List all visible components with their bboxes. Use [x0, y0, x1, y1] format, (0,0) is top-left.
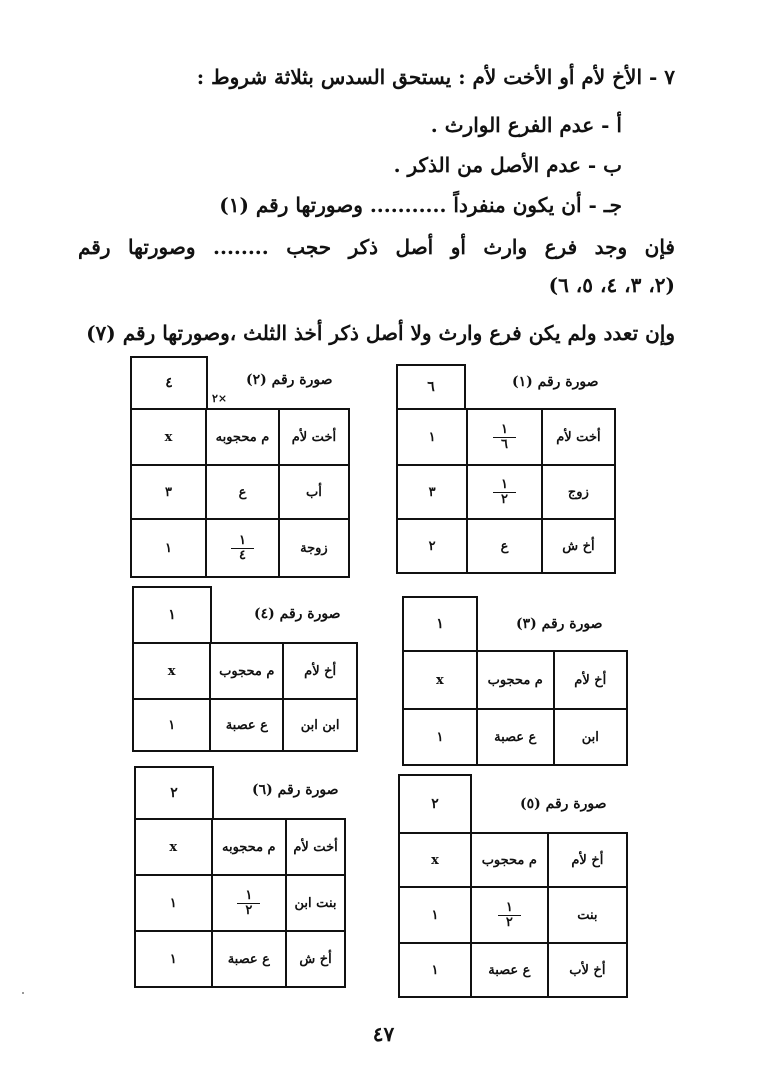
count-cell: x	[133, 643, 210, 699]
heir-cell: زوج	[542, 465, 615, 519]
figure-caption: صورة رقم (٣)	[516, 616, 603, 632]
count-cell: x	[135, 819, 212, 875]
count-cell: ٣	[397, 465, 467, 519]
share-cell	[471, 887, 548, 943]
share-cell: ع	[467, 519, 542, 573]
figure-total: ٢	[398, 774, 472, 834]
share-cell: ع	[206, 465, 279, 519]
count-cell: ١	[397, 409, 467, 465]
fraction: $\frac{١}{٢}$	[498, 901, 521, 930]
heir-cell: أخت لأم	[542, 409, 615, 465]
figure-total: ١	[402, 596, 478, 652]
count-cell: x	[399, 833, 471, 887]
table-row	[135, 931, 345, 987]
table-row	[403, 651, 627, 709]
heir-cell: زوجة	[279, 519, 349, 577]
share-cell: ع عصبة	[212, 931, 286, 987]
share-cell: م محجوب	[210, 643, 283, 699]
fraction: $\frac{١}{٦}$	[493, 423, 516, 452]
fraction: $\frac{١}{٢}$	[493, 478, 516, 507]
figure-caption: صورة رقم (٢)	[246, 372, 333, 388]
heir-cell: ابن	[554, 709, 627, 765]
paragraph-2: وإن تعدد ولم يكن فرع وارث ولا أصل ذكر أخذ الثلث ،وصورتها رقم (٧)	[86, 321, 675, 345]
condition-c: جـ - أن يكون منفرداً ........... وصورتها رقم (١)	[219, 193, 622, 217]
table-row	[399, 833, 627, 887]
table-row	[133, 699, 357, 751]
table-row	[397, 465, 615, 519]
table-row	[397, 519, 615, 573]
heir-cell: أخ لأب	[548, 943, 627, 997]
share-cell: ع عصبة	[477, 709, 554, 765]
figure-total: ٤	[130, 356, 208, 410]
heir-cell: أب	[279, 465, 349, 519]
figure-caption: صورة رقم (٤)	[254, 606, 341, 622]
figure-total: ١	[132, 586, 212, 644]
share-cell	[467, 465, 542, 519]
figure-caption: صورة رقم (٦)	[252, 782, 339, 798]
heir-cell: أخ ش	[286, 931, 345, 987]
share-cell: ع عصبة	[210, 699, 283, 751]
table-row	[135, 819, 345, 875]
table-row	[131, 519, 349, 577]
count-cell: ١	[133, 699, 210, 751]
count-cell: ١	[399, 943, 471, 997]
count-cell: ١	[399, 887, 471, 943]
inheritance-table	[132, 642, 358, 752]
share-cell: م محجوب	[471, 833, 548, 887]
heir-cell: بنت	[548, 887, 627, 943]
heir-cell: أخ لأم	[548, 833, 627, 887]
fraction: $\frac{١}{٢}$	[237, 889, 260, 918]
share-cell	[467, 409, 542, 465]
table-row	[133, 643, 357, 699]
heir-cell: أخت لأم	[286, 819, 345, 875]
figure-total: ٢	[134, 766, 214, 820]
table-row	[403, 709, 627, 765]
count-cell: x	[403, 651, 477, 709]
table-row	[399, 943, 627, 997]
inheritance-table	[402, 650, 628, 766]
count-cell: ١	[135, 931, 212, 987]
scan-speck	[22, 992, 24, 994]
share-cell	[212, 875, 286, 931]
table-row	[131, 465, 349, 519]
multiplier: ×٢	[212, 392, 228, 405]
heir-cell: ابن ابن	[283, 699, 357, 751]
share-cell: م محجوبه	[212, 819, 286, 875]
condition-a: أ - عدم الفرع الوارث .	[430, 113, 622, 137]
paragraph-1-line-2: (٢، ٣، ٤، ٥، ٦)	[548, 273, 675, 297]
inheritance-table	[130, 408, 350, 578]
inheritance-table	[398, 832, 628, 998]
inheritance-table	[134, 818, 346, 988]
figure-total: ٦	[396, 364, 466, 410]
count-cell: ١	[403, 709, 477, 765]
count-cell: x	[131, 409, 206, 465]
count-cell: ٣	[131, 465, 206, 519]
figure-caption: صورة رقم (١)	[512, 374, 599, 390]
fraction: $\frac{١}{٤}$	[231, 534, 254, 563]
table-row	[397, 409, 615, 465]
condition-b: ب - عدم الأصل من الذكر .	[393, 153, 622, 177]
inheritance-table	[396, 408, 616, 574]
heir-cell: أخت لأم	[279, 409, 349, 465]
section-heading: ٧ - الأخ لأم أو الأخت لأم : يستحق السدس بثلاثة شروط :	[196, 65, 675, 89]
share-cell: ع عصبة	[471, 943, 548, 997]
count-cell: ١	[131, 519, 206, 577]
table-row	[135, 875, 345, 931]
figure-caption: صورة رقم (٥)	[520, 796, 607, 812]
count-cell: ١	[135, 875, 212, 931]
heir-cell: أخ لأم	[554, 651, 627, 709]
heir-cell: بنت ابن	[286, 875, 345, 931]
heir-cell: أخ ش	[542, 519, 615, 573]
share-cell	[206, 519, 279, 577]
share-cell: م محجوبه	[206, 409, 279, 465]
table-row	[131, 409, 349, 465]
share-cell: م محجوب	[477, 651, 554, 709]
heir-cell: أخ لأم	[283, 643, 357, 699]
page-number: ٤٧	[372, 1022, 395, 1046]
count-cell: ٢	[397, 519, 467, 573]
table-row	[399, 887, 627, 943]
paragraph-1-line-1: فإن وجد فرع وارث أو أصل ذكر حجب ........ وصورتها رقم	[78, 235, 675, 259]
